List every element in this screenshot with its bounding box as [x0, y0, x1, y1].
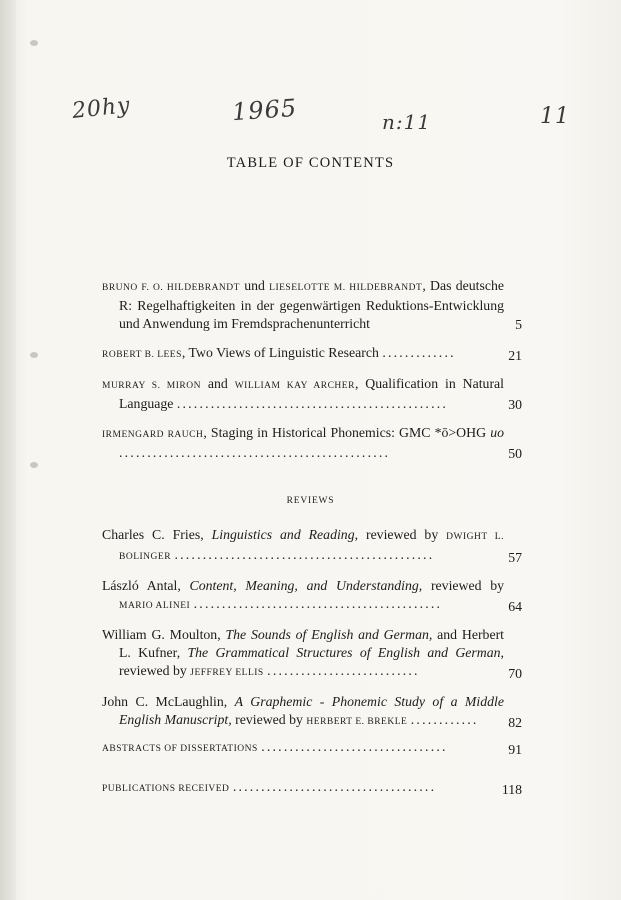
entry-author: MURRAY S. MIRON	[102, 381, 201, 391]
review-reviewer: MARIO ALINEI	[119, 601, 191, 611]
entry-page-number: 30	[508, 397, 522, 412]
entry-title: Das deutsche R: Regelhaftigkeiten in der gegenwärtigen Reduktions-Entwicklung und Anwendung im Fremdsprachenunterricht	[119, 278, 504, 331]
dot-leader: .............	[382, 345, 456, 360]
review-connector: and Herbert L. Kufner,	[119, 627, 504, 660]
review-reviewer: HERBERT E. BREKLE	[306, 717, 408, 727]
review-entry[interactable]	[102, 526, 522, 566]
page-spine-shadow	[0, 0, 16, 900]
entry-page-number: 118	[501, 782, 522, 797]
entry-page-number: 70	[508, 666, 522, 681]
handwritten-year: 1965	[231, 93, 298, 127]
review-book-title: Linguistics and Reading,	[211, 527, 359, 542]
entry-text	[102, 626, 504, 682]
entry-connector: and	[207, 376, 228, 391]
entry-text	[102, 577, 504, 615]
entry-author: LIESELOTTE M. HILDEBRANDT	[269, 283, 423, 293]
review-author: William G. Moulton,	[102, 627, 221, 642]
entry-title: Two Views of Linguistic Research	[188, 345, 379, 360]
articles-list	[102, 277, 522, 473]
entry-page-number: 21	[508, 348, 522, 363]
review-book-title: The Sounds of English and German,	[225, 627, 433, 642]
entry-author: ROBERT B. LEES	[102, 350, 182, 360]
reviews-list	[102, 526, 522, 742]
handwritten-number: n:11	[382, 110, 432, 134]
entry-title: Staging in Historical Phonemics: GMC *ō>OHG	[210, 425, 487, 440]
dot-leader: ...........................	[267, 663, 420, 678]
entry-page-number: 64	[508, 599, 522, 614]
paper-blemish	[30, 352, 38, 358]
review-book-title: The Grammatical Structures of English and German,	[187, 645, 505, 660]
dot-leader: ................................................	[176, 396, 449, 411]
entry-title: Qualification in Natural Language	[119, 376, 504, 411]
entry-text: BRUNO F. O. HILDEBRANDT und LIESELOTTE M. HILDEBRANDT, Das deutsche R: Regelhaftigkeiten in der gegenwärtigen Reduktions-Entwicklung und Anwendung im Fremdsprachenunterricht	[102, 278, 504, 331]
entry-connector: und	[244, 278, 265, 293]
section-label: PUBLICATIONS RECEIVED	[102, 784, 230, 794]
sections-list	[102, 738, 522, 809]
dot-leader: ............................................	[193, 596, 443, 611]
review-reviewed-by: reviewed by	[119, 663, 187, 678]
dot-leader: ................................................	[119, 445, 391, 460]
entry-author: WILLIAM KAY ARCHER	[234, 381, 355, 391]
review-reviewed-by: reviewed by	[365, 527, 439, 542]
entry-title-italic: uo	[490, 425, 504, 440]
review-reviewer: DWIGHT L. BOLINGER	[119, 532, 504, 562]
toc-section[interactable]	[102, 738, 522, 758]
entry-page-number: 57	[508, 550, 522, 565]
review-reviewer: JEFFREY ELLIS	[190, 668, 264, 678]
dot-leader: ............	[410, 712, 479, 727]
entry-page-number: 82	[508, 715, 522, 730]
entry-text: IRMENGARD RAUCH, Staging in Historical Phonemics: GMC *ō>OHG uo ................................................	[102, 425, 504, 460]
review-book-title: A Graphemic - Phonemic Study of a Middle English Manuscript,	[119, 694, 504, 727]
review-reviewed-by: reviewed by	[430, 578, 505, 593]
toc-entry[interactable]	[102, 375, 522, 413]
entry-text	[102, 738, 487, 758]
review-book-title: Content, Meaning, and Understanding,	[189, 578, 423, 593]
reviews-heading: REVIEWS	[286, 496, 335, 506]
entry-author: IRMENGARD RAUCH	[102, 430, 204, 440]
toc-section[interactable]	[102, 778, 522, 798]
dot-leader: ..............................................	[174, 547, 435, 562]
review-entry[interactable]	[102, 693, 522, 731]
section-label: ABSTRACTS OF DISSERTATIONS	[102, 744, 258, 754]
review-author: László Antal,	[102, 578, 181, 593]
entry-page-number: 91	[508, 742, 522, 757]
entry-author: BRUNO F. O. HILDEBRANDT	[102, 283, 240, 293]
entry-text: ROBERT B. LEES, Two Views of Linguistic Research .............	[102, 345, 456, 360]
review-author: John C. McLaughlin,	[102, 694, 228, 709]
entry-text	[102, 693, 504, 731]
toc-entry[interactable]	[102, 344, 522, 364]
review-entry[interactable]	[102, 626, 522, 682]
handwritten-note: 20hy	[70, 93, 132, 124]
entry-page-number: 50	[508, 446, 522, 461]
review-author: Charles C. Fries,	[102, 527, 204, 542]
paper-blemish	[30, 462, 38, 468]
review-entry[interactable]	[102, 577, 522, 615]
dot-leader: .................................	[261, 739, 448, 754]
toc-entry[interactable]	[102, 424, 522, 462]
entry-text: MURRAY S. MIRON and WILLIAM KAY ARCHER, Qualification in Natural Language ................................................	[102, 376, 504, 411]
paper-blemish	[30, 40, 38, 46]
entry-text	[102, 526, 504, 566]
toc-entry[interactable]	[102, 277, 522, 333]
handwritten-mark: 11	[540, 104, 570, 129]
page-title: TABLE OF CONTENTS	[226, 155, 395, 171]
entry-page-number: 5	[515, 317, 522, 332]
dot-leader: ....................................	[232, 779, 437, 794]
entry-text	[102, 778, 487, 798]
review-reviewed-by: reviewed by	[235, 712, 303, 727]
